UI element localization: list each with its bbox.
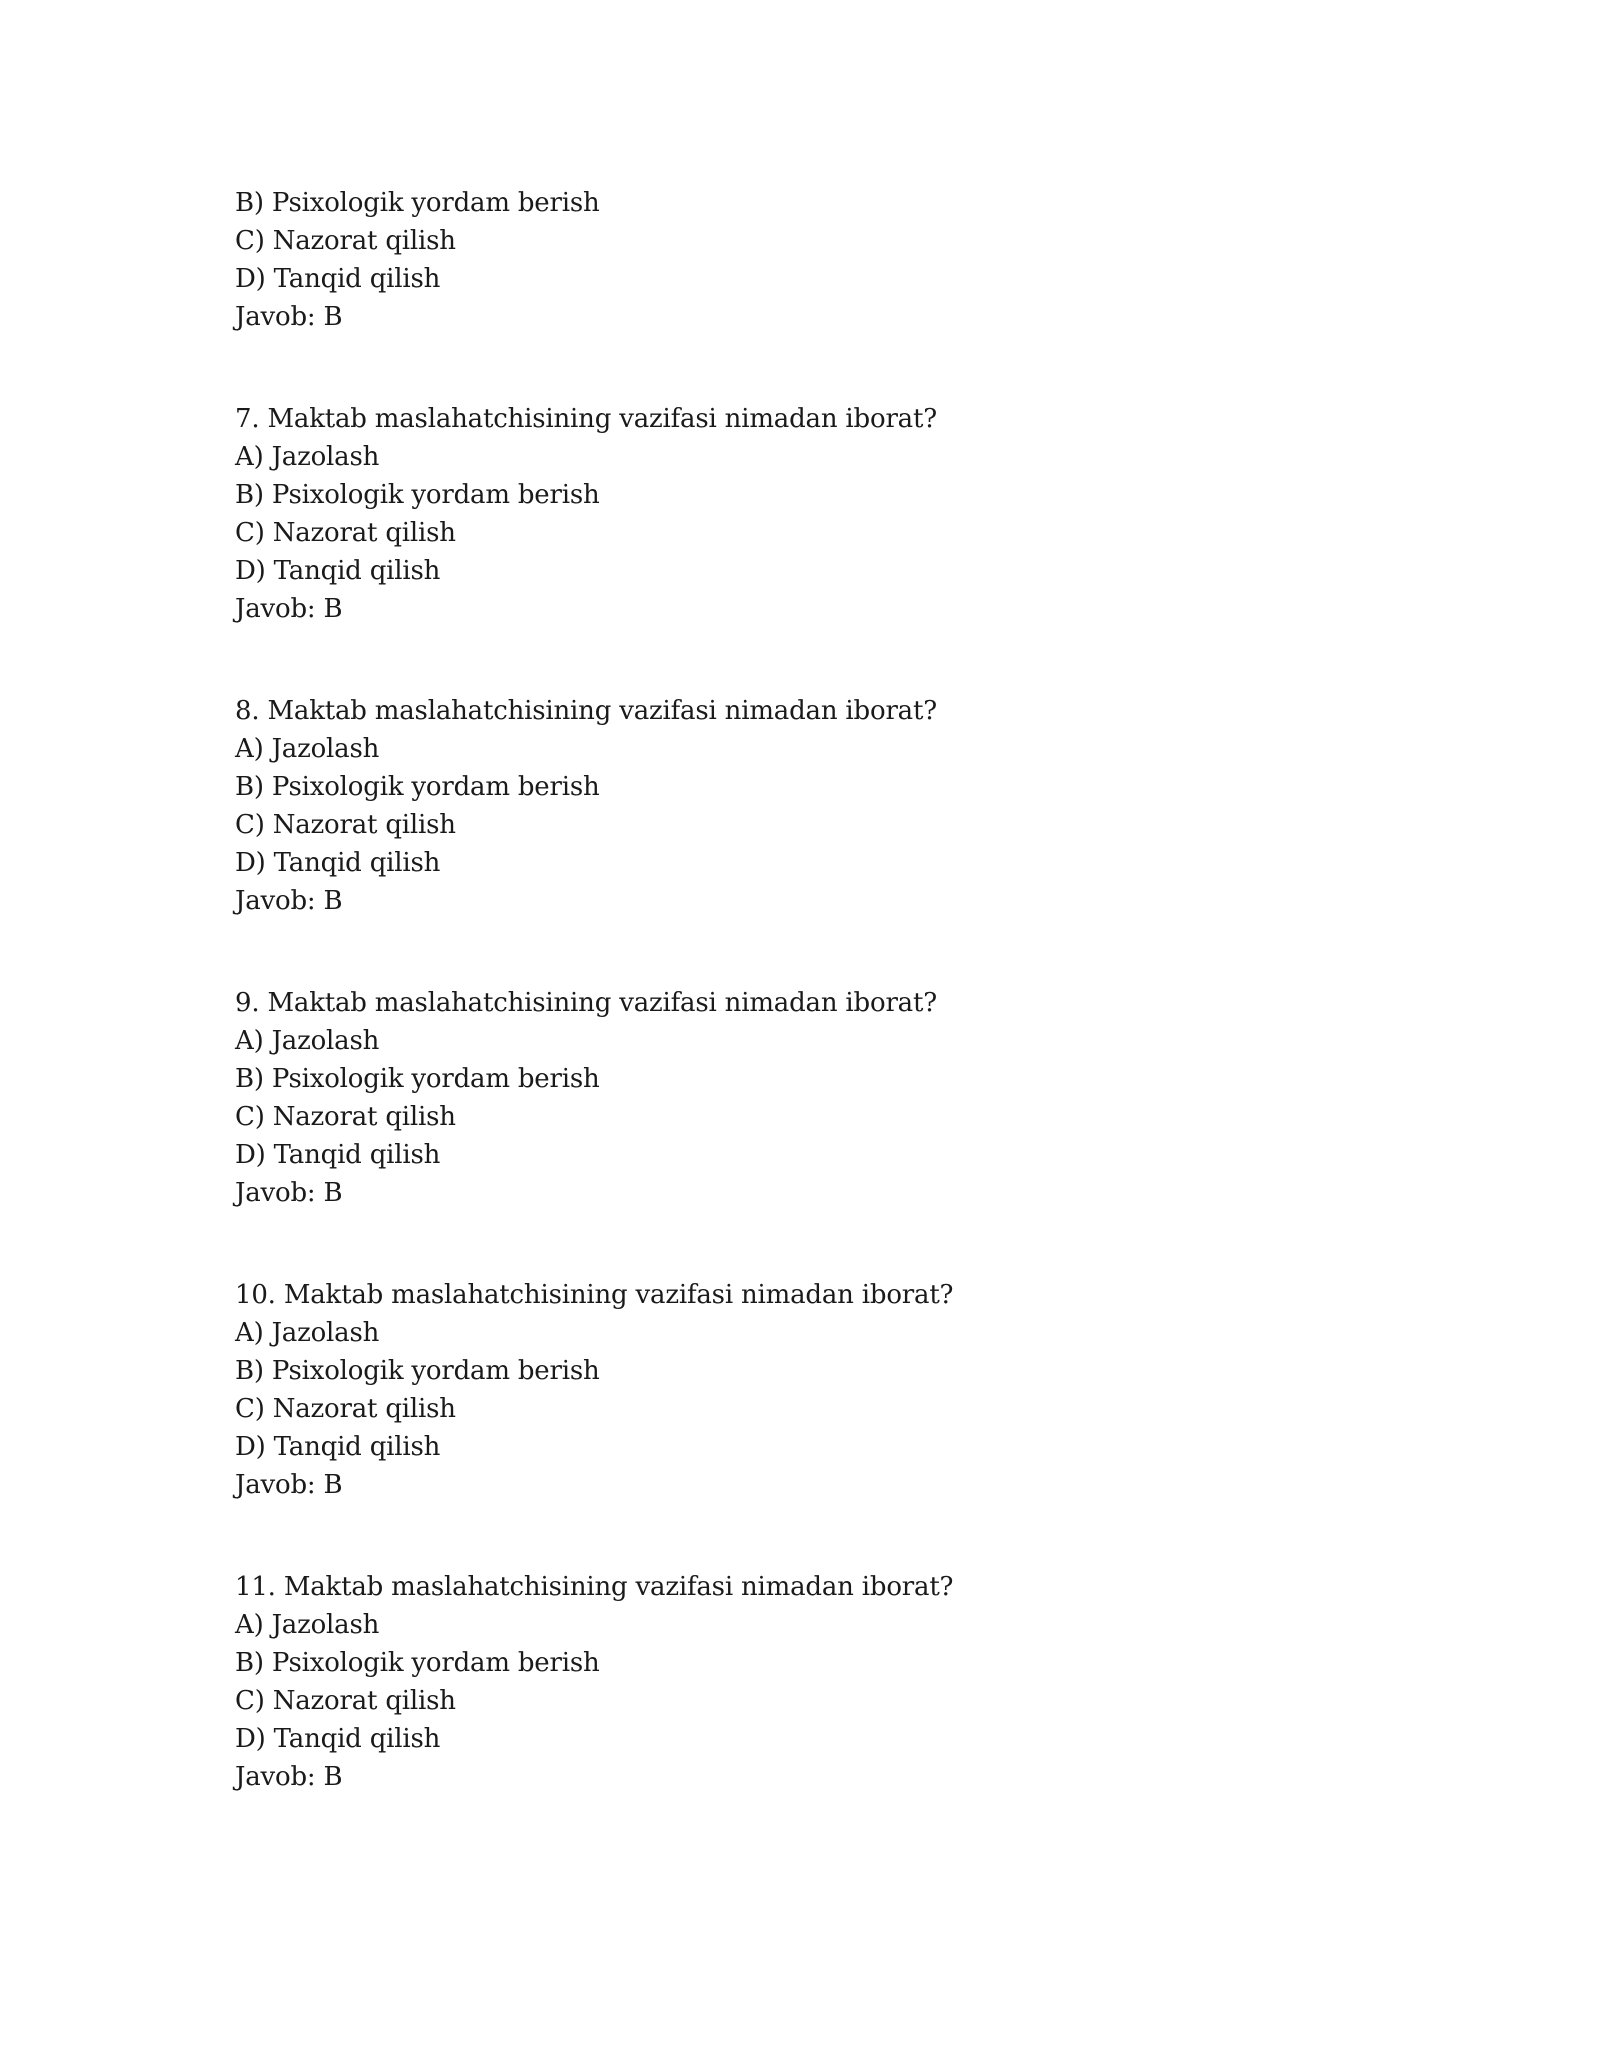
option-d: D) Tanqid qilish (235, 848, 441, 878)
option-a: A) Jazolash (235, 1026, 380, 1056)
question-text: 8. Maktab maslahatchisining vazifasi nimadan iborat? (235, 696, 937, 726)
option-b: B) Psixologik yordam berish (235, 1064, 600, 1094)
option-d: D) Tanqid qilish (235, 1724, 441, 1754)
question-block (235, 1568, 1435, 1796)
question-block (235, 400, 1435, 628)
question-text: 10. Maktab maslahatchisining vazifasi nimadan iborat? (235, 1280, 954, 1310)
option-c: C) Nazorat qilish (235, 226, 456, 256)
spacer (235, 628, 1435, 692)
question-block-continued (235, 184, 1435, 336)
spacer (235, 336, 1435, 400)
option-c: C) Nazorat qilish (235, 518, 456, 548)
answer: Javob: B (235, 302, 343, 332)
option-b: B) Psixologik yordam berish (235, 1356, 600, 1386)
question-block (235, 692, 1435, 920)
answer: Javob: B (235, 594, 343, 624)
option-b: B) Psixologik yordam berish (235, 1648, 600, 1678)
answer: Javob: B (235, 1178, 343, 1208)
option-a: A) Jazolash (235, 1610, 380, 1640)
answer: Javob: B (235, 1762, 343, 1792)
option-d: D) Tanqid qilish (235, 1140, 441, 1170)
option-c: C) Nazorat qilish (235, 1394, 456, 1424)
answer: Javob: B (235, 1470, 343, 1500)
option-c: C) Nazorat qilish (235, 1686, 456, 1716)
option-c: C) Nazorat qilish (235, 1102, 456, 1132)
question-block (235, 1276, 1435, 1504)
question-text: 9. Maktab maslahatchisining vazifasi nimadan iborat? (235, 988, 937, 1018)
question-text: 7. Maktab maslahatchisining vazifasi nimadan iborat? (235, 404, 937, 434)
spacer (235, 1212, 1435, 1276)
option-a: A) Jazolash (235, 1318, 380, 1348)
option-d: D) Tanqid qilish (235, 264, 441, 294)
question-text: 11. Maktab maslahatchisining vazifasi nimadan iborat? (235, 1572, 954, 1602)
option-b: B) Psixologik yordam berish (235, 772, 600, 802)
option-a: A) Jazolash (235, 442, 380, 472)
spacer (235, 920, 1435, 984)
document-content (235, 184, 1435, 1796)
option-b: B) Psixologik yordam berish (235, 188, 600, 218)
question-block (235, 984, 1435, 1212)
spacer (235, 1504, 1435, 1568)
option-d: D) Tanqid qilish (235, 1432, 441, 1462)
option-a: A) Jazolash (235, 734, 380, 764)
option-b: B) Psixologik yordam berish (235, 480, 600, 510)
answer: Javob: B (235, 886, 343, 916)
option-c: C) Nazorat qilish (235, 810, 456, 840)
option-d: D) Tanqid qilish (235, 556, 441, 586)
